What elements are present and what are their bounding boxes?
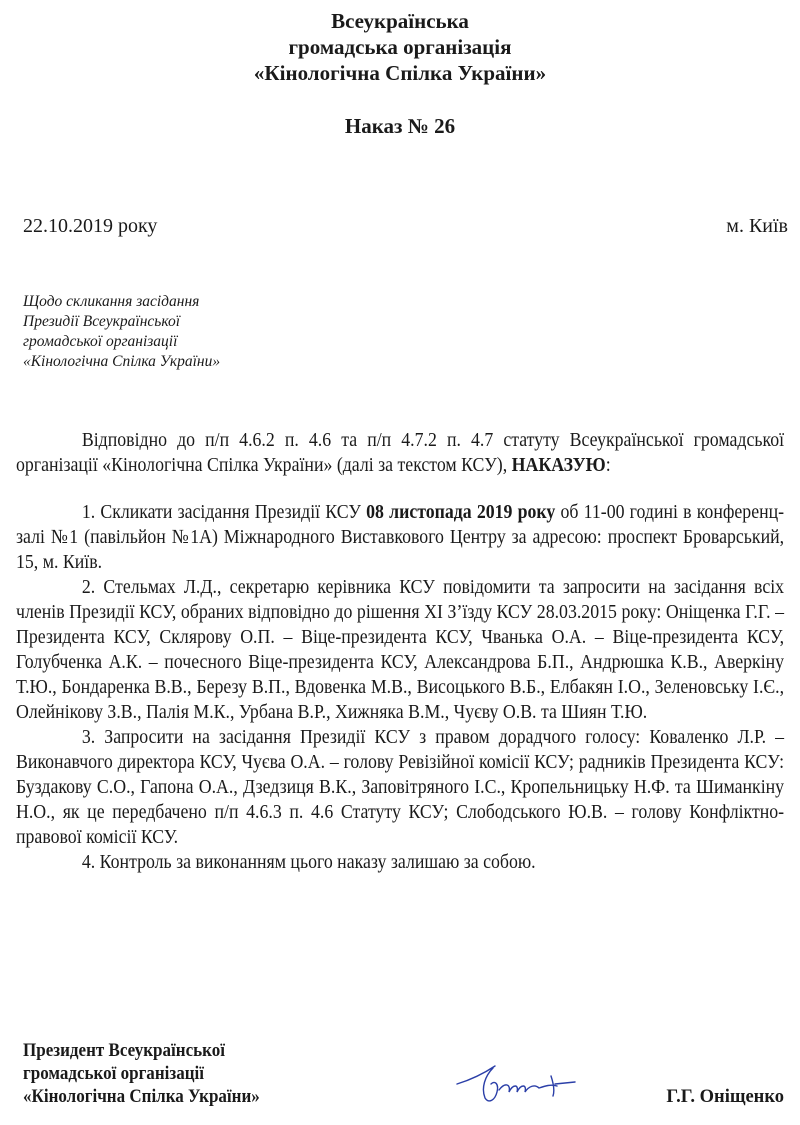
item-4: 4. Контроль за виконанням цього наказу залишаю за собою. [81, 851, 536, 873]
order-body [16, 428, 784, 875]
order-subject [23, 292, 220, 372]
item-1-after: об 11-00 годині в конференц-залі №1 (павільйон №1А) Міжнародного Виставкового Центру за адресою: проспект Броварський, 15, м. Київ. [16, 501, 785, 573]
item-1 [16, 500, 784, 575]
signatory-title [23, 1040, 260, 1109]
handwritten-signature [455, 1062, 585, 1107]
item-2: 2. Стельмах Л.Д., секретарю керівника КСУ повідомити та запросити на засідання всіх членів Президії КСУ, обраних відповідно до рішення XI З’їзду КСУ 28.03.2015 року: Оніщенка Г.Г. – Президента КСУ, Склярову О.П. – Віце-президента КСУ, Чванька О.А. – Віце-президента КСУ, Голубченка А.К. – почесного Віце-президента КСУ, Александрова Б.П., Андрюшка К.В., Аверкіну Т.Ю., Бондаренка В.В., Березу В.П., Вдовенка М.В., Висоцького В.Б., Елбакян І.О., Зеленовську І.Є., Олейнікову З.В., Палія М.К., Урбана В.Р., Хижняка В.М., Чуєву О.В. та Шиян Т.Ю. [16, 576, 785, 723]
order-title: Наказ № 26 [344, 114, 456, 138]
subject-line-1: Щодо скликання засідання [23, 293, 200, 310]
order-city: м. Київ [726, 215, 788, 237]
item-1-before: 1. Скликати засідання Президії КСУ [81, 501, 367, 523]
decree-colon: : [605, 454, 611, 476]
item-3: 3. Запросити на засідання Президії КСУ з правом дорадчого голосу: Коваленко Л.Р. – Виконавчого директора КСУ, Чуєва О.А. – голову Ревізійної комісії КСУ; радників Президента КСУ: Буздакову С.О., Гапона О.А., Дзедзиця В.К., Заповітряного І.С., Кропельницьку Н.Ф. та Шиманкіну Н.О., як це передбачено п/п 4.6.3 п. 4.6 Статуту КСУ; Слободського Ю.В. – голову Конфліктно-правової комісії КСУ. [16, 726, 785, 848]
order-date: 22.10.2019 року [23, 215, 158, 237]
header-line-1: Всеукраїнська [331, 9, 469, 33]
subject-line-3: громадської організації [23, 333, 178, 350]
signatory-line-3: «Кінологічна Спілка України» [23, 1087, 260, 1107]
organization-header [0, 8, 800, 86]
signer-name: Г.Г. Оніщенко [666, 1087, 784, 1107]
signatory-line-2: громадської організації [23, 1064, 204, 1084]
subject-line-2: Президії Всеукраїнської [23, 313, 181, 330]
header-line-2: громадська організація [288, 35, 512, 59]
preamble-text: Відповідно до п/п 4.6.2 п. 4.6 та п/п 4.7.2 п. 4.7 статуту Всеукраїнської громадської організації «Кінологічна Спілка України» (далі за текстом КСУ), [16, 429, 785, 476]
item-1-meeting-date: 08 листопада 2019 року [366, 501, 556, 523]
preamble [16, 428, 784, 478]
subject-line-4: «Кінологічна Спілка України» [23, 353, 221, 370]
signature-stroke [457, 1066, 575, 1101]
header-line-3: «Кінологічна Спілка України» [253, 61, 547, 85]
decree-word: НАКАЗУЮ [511, 454, 606, 476]
signatory-line-1: Президент Всеукраїнської [23, 1041, 225, 1061]
